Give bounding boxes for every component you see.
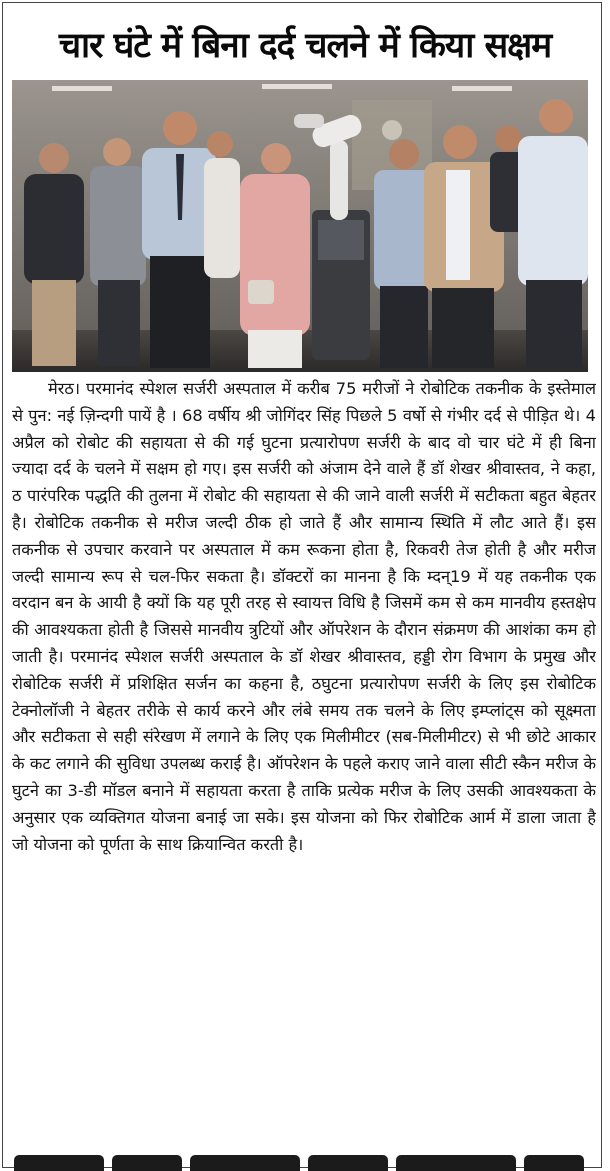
person-2-icon — [90, 138, 146, 366]
person-5-icon — [240, 143, 310, 368]
article-body: मेरठ। परमानंद स्पेशल सर्जरी अस्पताल में करीब 75 मरीजों ने रोबोटिक तकनीक के इस्तेमाल से पुन: नई ज़िन्दगी पायें है । 68 वर्षीय श्री जोगिंदर सिंह पिछले 5 वर्षो से गंभीर दर्द से पीड़ित थे। 4 अप्रैल को रोबोट की सहायता से की गई घुटना प्रत्यारोपण सर्जरी के बाद वो चार घंटे में ही बिना ज्यादा दर्द के चलने में सक्षम हो गए। इस सर्जरी को अंजाम देने वाले हैं डॉ शेखर श्रीवास्तव, ने कहा, ठ पारंपरिक पद्धति की तुलना में रोबोट की सहायता से की जाने वाली सर्जरी में सटीकता बहुत बेहतर है। रोबोटिक तकनीक से मरीज जल्दी ठीक हो जाते हैं और सामान्य स्थिति में लौट आते हैं। इस तकनीक से उपचार करवाने पर अस्पताल में कम रूकना होता है, रिकवरी तेज होती है और मरीज जल्दी सामान्य रूप से चल-फिर सकता है। डॉक्टरों का मानना है कि म्दन्19 में यह तकनीक एक वरदान बन के आयी है क्यों कि यह पूरी तरह से स्वायत्त विधि है जिसमें कम से कम मानवीय हस्तक्षेप की आवश्यकता होती है जिससे मानवीय त्रुटियों और ऑपरेशन के दौरान संक्रमण की आशंका कम हो जाती है। परमानंद स्पेशल सर्जरी अस्पताल के डॉ शेखर श्रीवास्तव, हड्डी रोग विभाग के प्रमुख और रोबोटिक सर्जरी में प्रशिक्षित सर्जन का कहना है, ठघुटना प्रत्यारोपण सर्जरी के लिए इस रोबोटिक टेक्नोलॉजी ने बेहतर तरीके से कार्य करने और लंबे समय तक चलने के लिए इम्प्लांट्स को सूक्ष्मता और सटीकता से सही संरेखण में लगाने के लिए एक मिलीमीटर (सब-मिलीमीटर) से भी छोटे आकार के कट लगाने की सुविधा उपलब्ध कराई है। ऑपरेशन के पहले कराए जाने वाला सीटी स्कैन मरीज के घुटने का 3-डी मॉडल बनाने में सहायता करता है ताकि प्रत्येक मरीज के लिए उसकी आवश्यकता के अनुसार एक व्यक्तिगत योजना बनाई जा सके। इस योजना को फिर रोबोटिक आर्म में डाला जाता है जो योजना को पूर्णता के साथ क्रियान्वित करती है। — [12, 379, 596, 854]
person-1-icon — [24, 143, 84, 366]
headline: चार घंटे में बिना दर्द चलने में किया सक्षम — [58, 26, 552, 66]
person-9-icon — [518, 99, 588, 368]
next-headline-cutoff — [14, 1155, 594, 1171]
group-photo-robot-launch-icon — [12, 80, 588, 372]
group-photo — [12, 80, 588, 372]
